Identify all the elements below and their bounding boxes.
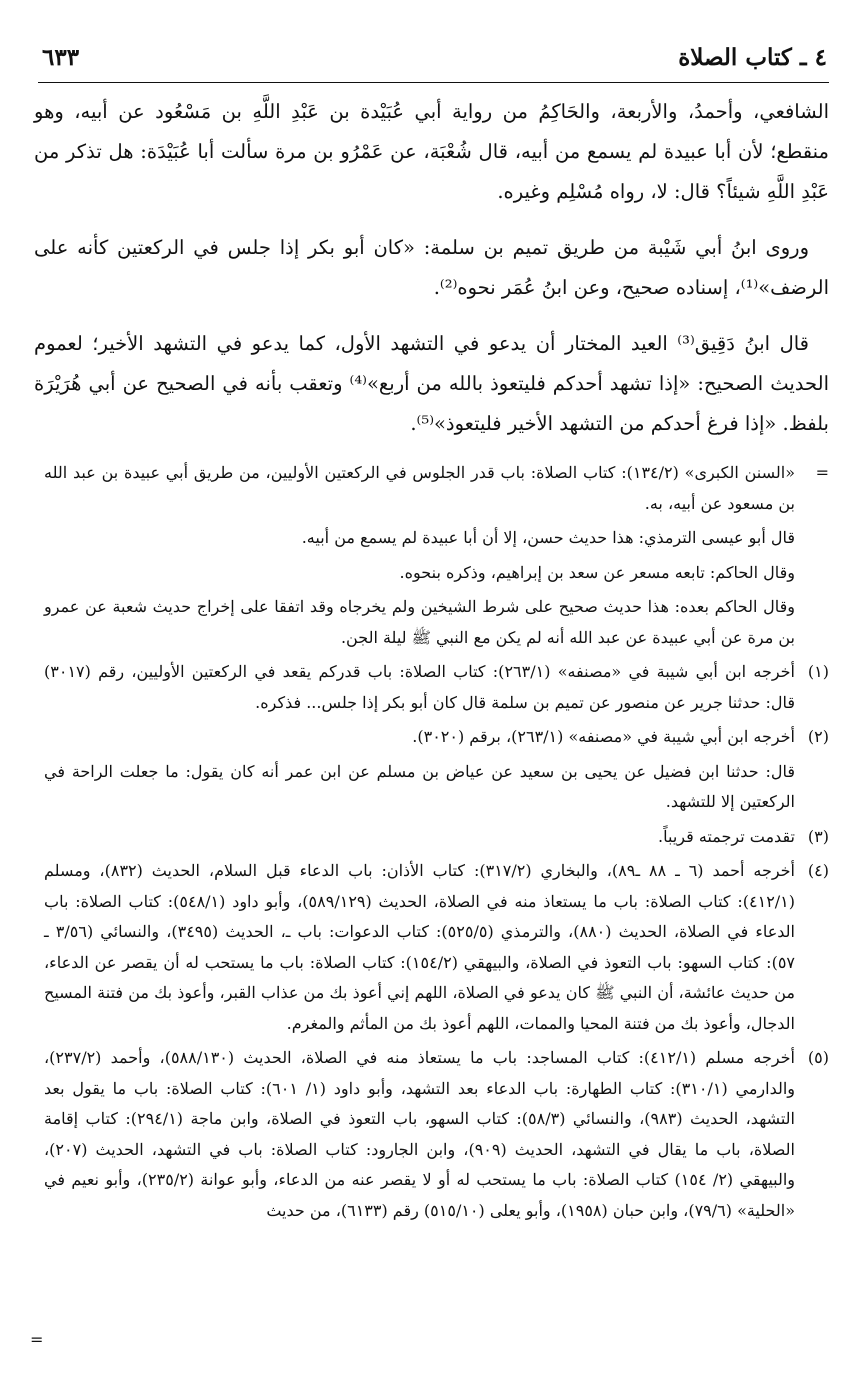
footnote-2 — [44, 722, 829, 818]
footnote-number: (٢) — [807, 727, 829, 746]
footnote-line: أخرجه ابن أبي شيبة في «مصنفه» (٢٦٣/١): كتاب الصلاة: باب قدركم يقعد في الركعتين الأوليين، رقم (٣٠١٧) قال: حدثنا جرير عن منصور عن تميم بن سلمة قال كان أبو بكر إذا جلس... فذكره. — [44, 662, 795, 712]
main-text — [34, 92, 829, 460]
footnote-line: أخرجه ابن أبي شيبة في «مصنفه» (٢٦٣/١)، برقم (٣٠٢٠). — [412, 727, 795, 746]
footnotes-section — [44, 458, 829, 1230]
footnote-number: (٥) — [807, 1048, 829, 1067]
footnote-line: تقدمت ترجمته قريباً. — [658, 826, 795, 846]
page-number: ٦٣٣ — [42, 44, 80, 71]
footnote-continuation — [44, 458, 829, 653]
footnote-line: أخرجه أحمد (٦ ـ ٨٨ ـ٨٩)، والبخاري (٣١٧/٢): كتاب الأذان: باب الدعاء قبل السلام، الحديث (٨٣٢)، ومسلم (٤١٢/١): كتاب الصلاة: باب ما يستعاذ منه في الصلاة، الحديث (٥٨٩/١٢٩)، وأبو داود (٥٤٨/١): كتاب الصلاة: باب الدعاء في الصلاة، الحديث (٨٨٠)، والترمذي (٥٢٥/٥): كتاب الدعوات: باب ـ، الحديث (٣٤٩٥)، والنسائي (٣/٥٦ ـ ٥٧): كتاب السهو: باب التعوذ في الصلاة، والبيهقي (١٥٤/٢): كتاب الصلاة: باب ما يستحب له أن يقصر عن الدعاء، من حديث عائشة، أن النبي ﷺ كان يدعو في الصلاة، اللهم إني أعوذ بك من عذاب القبر، وأعوذ بك من فتنة المسيح الدجال، وأعوذ بك من فتنة المحيا والممات، اللهم أعوذ بك من المأثم والمغرم. — [44, 861, 796, 1033]
footnote-line: وقال الحاكم: تابعه مسعر عن سعد بن إبراهيم، وذكره بنحوه. — [399, 562, 795, 582]
footnote-4 — [44, 856, 829, 1039]
main-paragraph: قال ابنُ دَقِيق⁽³⁾ العيد المختار أن يدعو في التشهد الأول، كما يدعو في التشهد الأخير؛ لعموم الحديث الصحيح: «إذا تشهد أحدكم فليتعوذ بالله من أربع»⁽⁴⁾ وتعقب بأنه في الصحيح عن أبي هُرَيْرَة بلفظ. «إذا فرغ أحدكم من التشهد الأخير فليتعوذ»⁽⁵⁾. — [34, 332, 829, 435]
footnote-line: «السنن الكبرى» (١٣٤/٢): كتاب الصلاة: باب قدر الجلوس في الركعتين الأوليين، من طريق أبي عبيدة بن عبد الله بن مسعود عن أبيه، به. — [44, 463, 795, 513]
running-header — [38, 40, 829, 83]
main-paragraph: وروى ابنُ أبي شَيْبة من طريق تميم بن سلمة: «كان أبو بكر إذا جلس في الركعتين كأنه على الرضف»⁽¹⁾، إسناده صحيح، وعن ابنُ عُمَر نحوه⁽²⁾. — [34, 236, 829, 299]
footnote-number: (٣) — [807, 826, 829, 846]
footnote-1 — [44, 657, 829, 718]
footnote-line: وقال الحاكم بعده: هذا حديث صحيح على شرط الشيخين ولم يخرجاه وقد اتفقا على إخراج حديث شعبة عن عمرو بن مرة عن أبي عبيدة عن عبد الله أنه لم يكن مع النبي ﷺ ليلة الجن. — [44, 597, 796, 647]
chapter-title: ٤ ـ كتاب الصلاة — [678, 44, 827, 71]
footnote-line: أخرجه مسلم (٤١٢/١): كتاب المساجد: باب ما يستعاذ منه في الصلاة، الحديث (٥٨٨/١٣٠)، وأحمد (٢٣٧/٢)، والدارمي (٣١٠/١): كتاب الطهارة: باب الدعاء بعد التشهد، وأبو داود (١/ ٦٠١): كتاب الصلاة: باب ما يقول بعد التشهد، الحديث (٩٨٣)، والنسائي (٥٨/٣): كتاب السهو، باب التعوذ في الصلاة، وابن ماجة (٢٩٤/١): كتاب إقامة الصلاة، باب ما يقال في التشهد، الحديث (٩٠٩)، وابن الجارود: كتاب الصلاة: باب في التشهد، الحديث (٢٠٧)، والبيهقي (٢/ ١٥٤) كتاب الصلاة: باب ما يستحب له أو لا يقصر عنه من الدعاء، وأبو عوانة (٢٣٥/٢)، وأبو نعيم في «الحلية» (٧٩/٦)، وابن حبان (١٩٥٨)، وأبو يعلى (٥١٥/١٠) رقم (٦١٣٣)، من حديث — [44, 1048, 796, 1220]
main-paragraph: الشافعي، وأحمدُ، والأربعة، والحَاكِمُ من رواية أبي عُبَيْدة بن عَبْدِ اللَّهِ بن مَسْعُود عن أبيه، وهو منقطع؛ لأن أبا عبيدة لم يسمع من أبيه، قال شُعْبَة، عن عَمْرُو بن مرة سألت أبا عُبَيْدَة: هل تذكر من عَبْدِ اللَّهِ شيئاً؟ قال: لا، رواه مُسْلِم وغيره. — [34, 100, 829, 203]
footnote-line: قال: حدثنا ابن فضيل عن يحيى بن سعيد عن عياض بن مسلم عن ابن عمر أنه كان يقول: ما جعلت الراحة في الركعتين إلا للتشهد. — [44, 761, 795, 811]
page-end-marker: = — [30, 1330, 44, 1349]
footnote-number: (١) — [807, 662, 829, 681]
footnote-5 — [44, 1043, 829, 1226]
continuation-marker: = — [815, 463, 829, 482]
footnote-number: (٤) — [807, 861, 829, 880]
footnote-line: قال أبو عيسى الترمذي: هذا حديث حسن، إلا أن أبا عبيدة لم يسمع من أبيه. — [301, 528, 795, 547]
footnote-3 — [44, 822, 829, 853]
